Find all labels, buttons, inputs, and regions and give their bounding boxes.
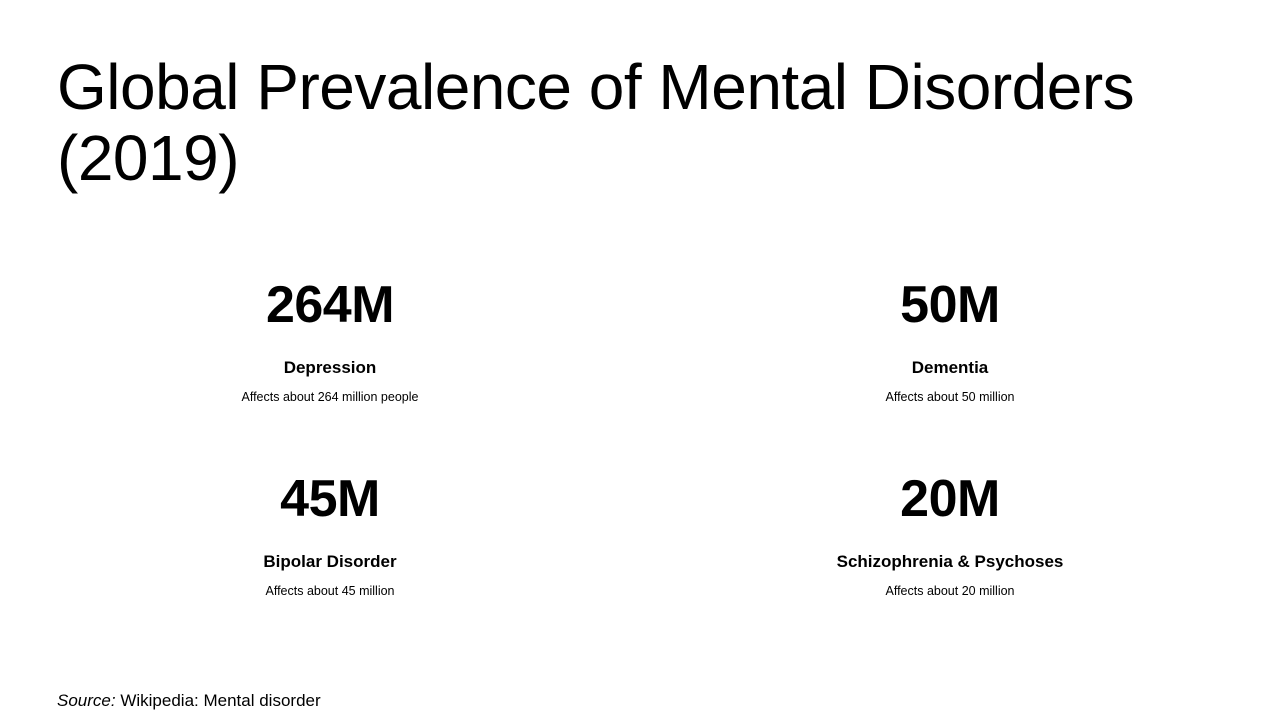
stat-dementia (690, 275, 1210, 405)
source-label: Source: (57, 691, 116, 710)
source-text: Wikipedia: Mental disorder (120, 691, 321, 710)
stat-value: 50M (900, 276, 1000, 334)
stat-value: 45M (280, 470, 380, 528)
stat-value: 20M (900, 470, 1000, 528)
source-citation (57, 690, 321, 712)
stat-value: 264M (265, 276, 395, 334)
stat-bipolar-disorder (70, 469, 590, 599)
stat-depression (70, 275, 590, 405)
stat-description: Affects about 20 million (885, 584, 1015, 598)
stat-description: Affects about 264 million people (241, 390, 419, 404)
stat-label: Bipolar Disorder (263, 552, 397, 571)
stat-label: Schizophrenia & Psychoses (836, 552, 1064, 571)
stat-description: Affects about 50 million (885, 390, 1015, 404)
stat-schizophrenia-psychoses (690, 469, 1210, 599)
stat-description: Affects about 45 million (265, 584, 395, 598)
stat-label: Depression (283, 358, 377, 377)
slide-title: Global Prevalence of Mental Disorders (2019) (57, 51, 1135, 194)
stat-label: Dementia (911, 358, 989, 377)
